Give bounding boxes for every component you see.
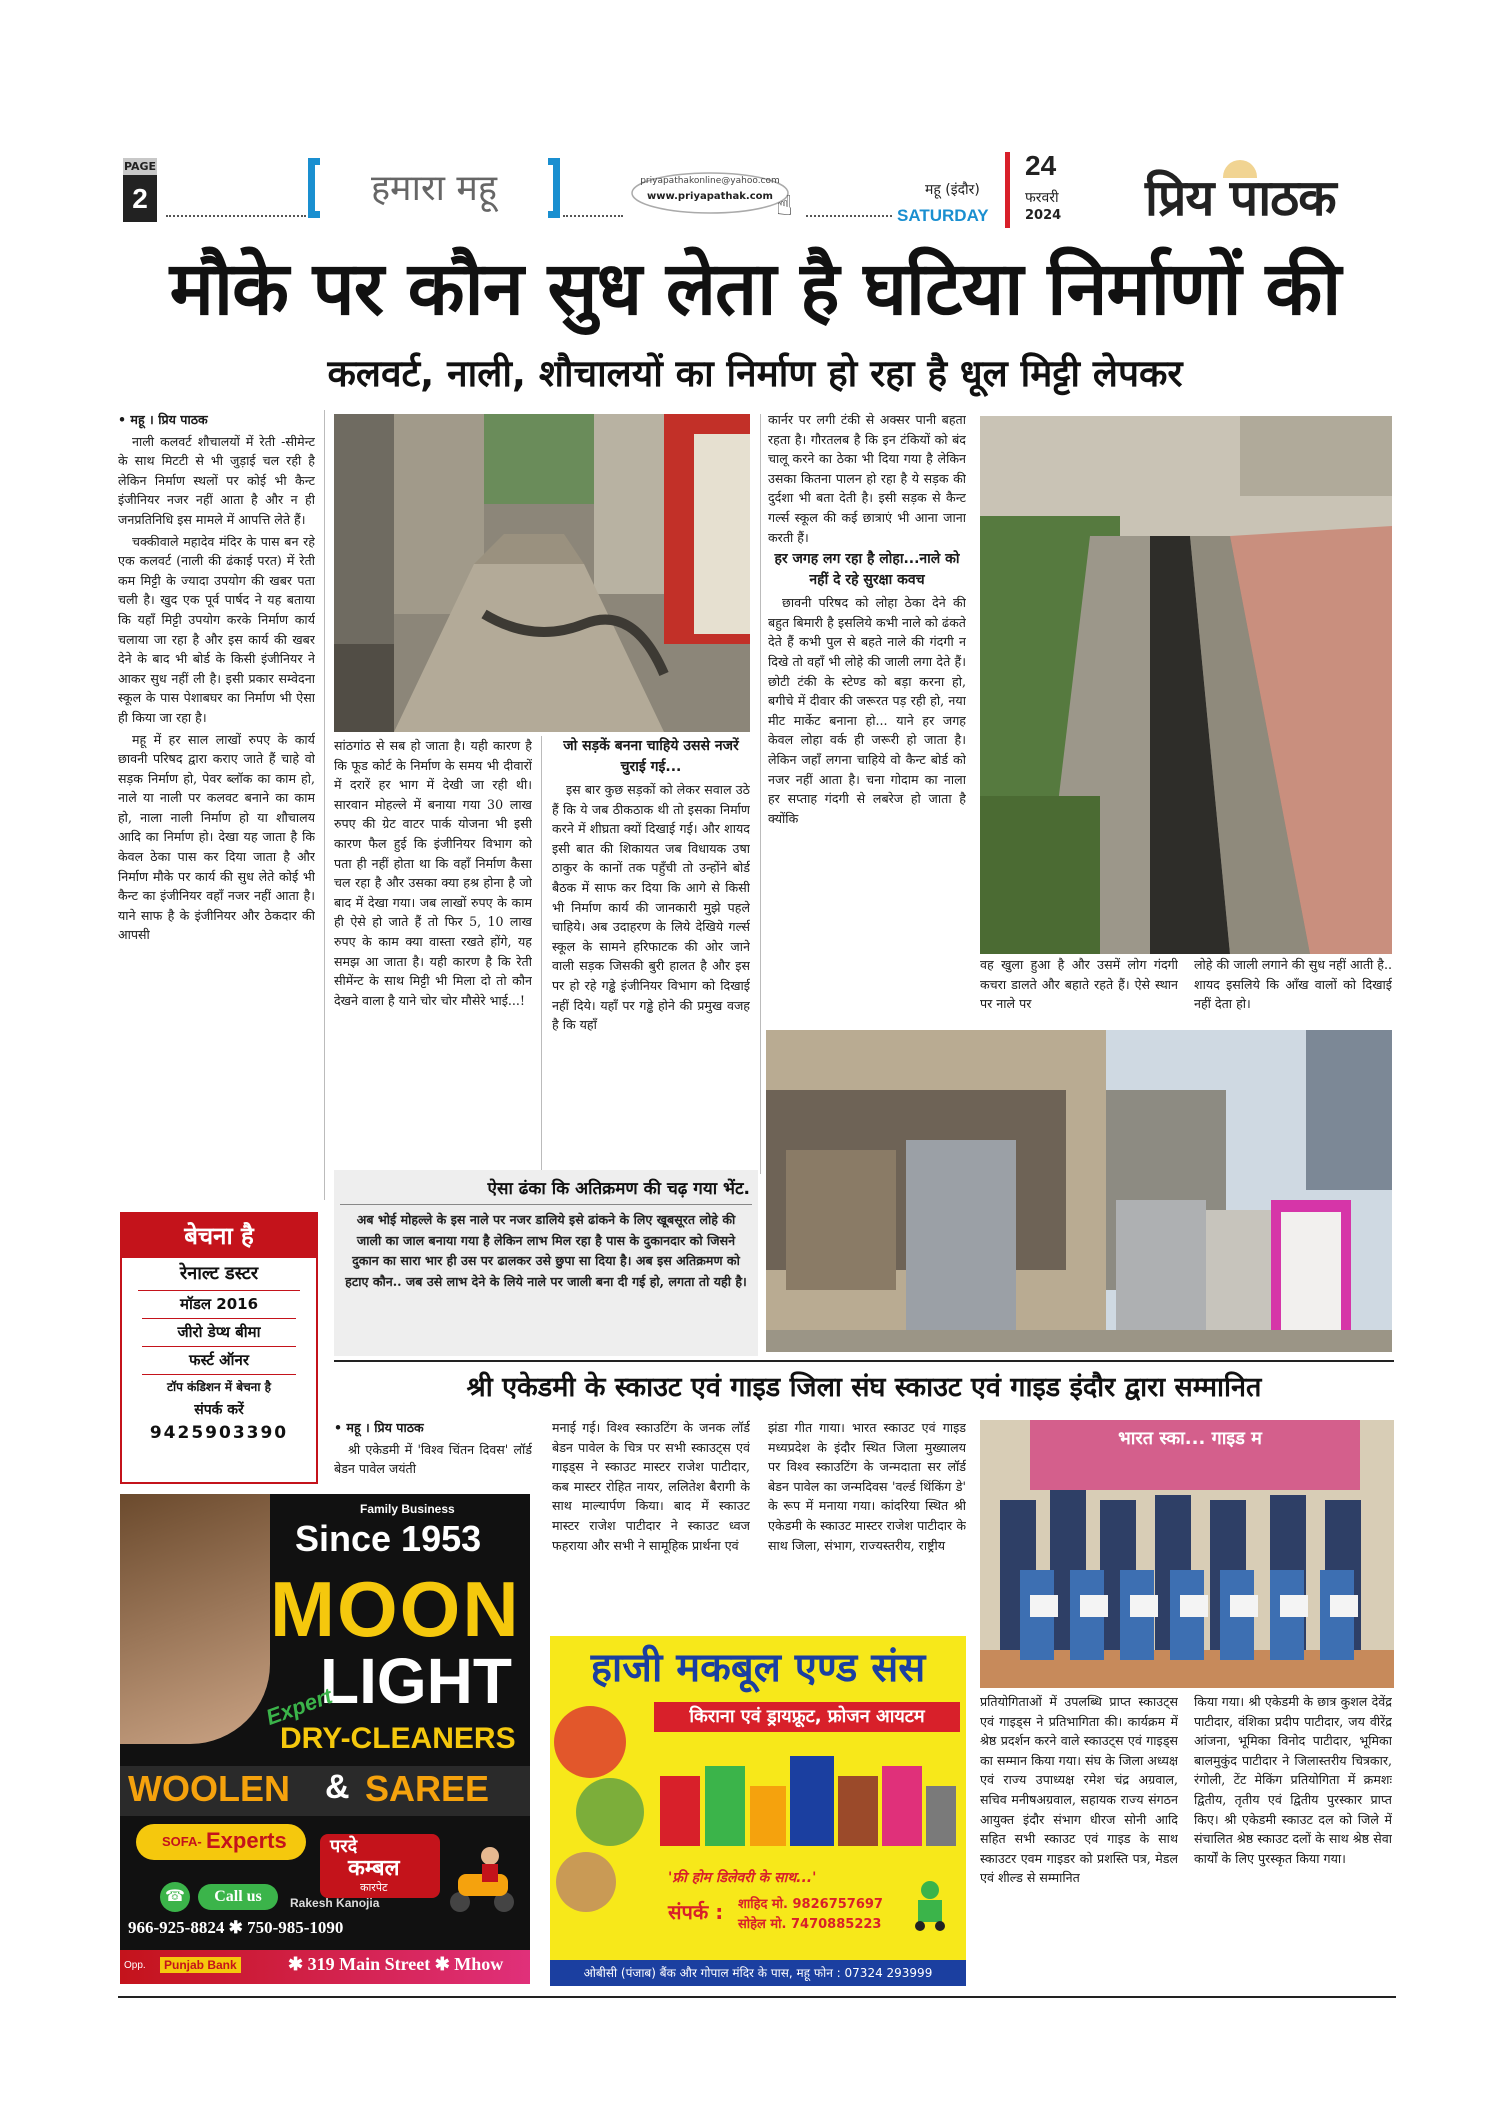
lead-col-2 [334,736,532,1186]
scout-headline: श्री एकेडमी के स्काउट एवं गाइड जिला संघ स्काउट एवं गाइड इंदौर द्वारा सम्मानित [466,1372,1262,1403]
month-text: फरवरी [1025,190,1059,206]
day-text: 24 [1025,150,1057,181]
haji-contact-label: संपर्क : [668,1900,724,1924]
lead-col1-p1: नाली कलवर्ट शौचालयों में रेती -सीमेन्ट के साथ मिटटी से भी जुड़ाई चल रही है लेकिन निर्माण स्थलों पर कोई भी कैन्ट इंजीनियर नजर नहीं आता है और न ही जनप्रतिनिधि इस मामले में आपत्ति लेते हैं। [118,433,315,527]
encroachment-box [334,1170,758,1356]
scout-col-4 [980,1692,1178,1982]
haji-grocery-image [660,1736,960,1856]
scout-col-2 [552,1418,750,1630]
photo-open-drain [980,416,1392,954]
lead-col1-p3: महू में हर साल लाखों रुपए के कार्य छावनी परिषद द्वारा कराए जाते हैं चाहे वो सड़क निर्माण हो, पेवर ब्लॉक का काम हो, नाले या नाली पर कलवट बनाने का काम हो, नाला नाली निर्माण हो या शौचालय आदि का निर्माण हो। देखा यह जाता है कि केवल ठेका पास कर दिया जाता है और निर्माण मौके पर कार्य की सुध लेते कोई भी कैन्ट का इंजीनियर वहाँ नजर नहीं आता है। याने साफ है के इंजीनियर और ठेकदार की आपसी [118,731,315,943]
ad-light: LIGHT [320,1645,512,1717]
classified-title: बेचना है [122,1214,316,1258]
encroachment-box-text: अब भोई मोहल्ले के इस नाले पर नजर डालिये इसे ढांकने के लिए खूबसूरत लोहे की जाली का जाल बनाया गया है लेकिन लाभ मिल रहा है पास के दुकानदार को जिसने दुकान का सारा भार ही उस पर ढालकर उसे छुपा सा दिया है। अब इस अतिक्रमण को हटाए कौन.. जब उसे लाभ देने के लिये नाले पर जाली बना दी गई हो, लगता तो यही है। [345,1212,747,1289]
ad-expert: Expert [262,1683,336,1730]
ad-moon: MOON [270,1565,521,1653]
date-block [895,150,1085,230]
lead-col-3 [552,736,750,1176]
page-badge [123,158,157,224]
lead-subheadline: कलवर्ट, नाली, शौचालयों का निर्माण हो रहा है धूल मिट्टी लेपकर [327,352,1183,395]
scout-col-5 [1194,1692,1392,1982]
ad-parde: परदे [330,1836,358,1856]
masthead [1145,160,1395,232]
lead-headline: मौके पर कौन सुध लेता है घटिया निर्माणों की [169,246,1341,332]
ad-woolen-saree-bar [120,1766,530,1816]
classified-phone: 9425903390 [149,1423,289,1443]
classified-line-1: रेनाल्ट डस्टर [138,1258,300,1291]
haji-produce-image [550,1702,654,1912]
website-text: www.priyapathak.com [647,191,773,202]
lead-byline: • महू । प्रिय पाठक [118,412,208,427]
scout-col4-text: प्रतियोगिताओं में उपलब्धि प्राप्त स्काउट्स एवं गाइड्स ने प्रतिभागिता की। कार्यक्रम में श्रेष्ठ प्रदर्शन करने वाले स्काउट्स एवं गाइड्स का सम्मान किया गया। संघ के जिला अध्यक्ष एवं राज्य उपाध्यक्ष रमेश चंद्र अग्रवाल, सचिव मनीषअग्रवाल, सहायक राज्य संगठन आयुक्त इंदौर संभाग धीरज सोनी आदि सहित सभी स्काउट एवं गाइड के साथ स्काउटर एवम गाइडर को प्रशस्ति पत्र, मेडल एवं शील्ड से सम्मानित [980,1694,1178,1886]
ad-haji-makbool [550,1636,966,1986]
page-label: PAGE [123,160,157,173]
lead-col2-p1: सांठगांठ से सब हो जाता है। यही कारण है कि फूड कोर्ट के निर्माण के समय भी दीवारों में दरारें हर भाग में देखी जा रही थी। सारवान मोहल्ले में बनाया गया 30 लाख रुपए की ग्रेट वाटर पार्क योजना भी इसी कारण फैल हुई कि इंजीनियर विभाग को पता ही नहीं होता था कि वहाँ निर्माण कैसा चल रहा है और उसका क्या हश्र होना है जो बाद में देखा गया। जब लाखों रुपए के काम ही ऐसे हो जाते हैं तो फिर 5, 10 लाख रुपए के काम क्या वास्ता रखते होंगे, यह समझ आ जाता है। यही कारण है कि रेती सीमेंन्ट के साथ मिट्टी भी मिला दो तो कौन देखने वाला है याने चोर चोर मौसेरे भाई...! [334,738,532,1008]
lead-col4-subhead: हर जगह लग रहा है लोहा...नाले को नहीं दे रहे सुरक्षा कवच [774,551,960,589]
ad-tag: Family Business [360,1502,455,1516]
encroachment-box-title: ऐसा ढंका कि अतिक्रमण की चढ़ गया भेंट. [487,1179,750,1199]
photo-road-drain [334,414,750,732]
city-text: महू (इंदौर) [925,182,980,198]
lead-col-6 [1194,955,1392,1025]
email-text: priyapathakonline@yahoo.com [640,176,780,186]
ad-bank: Punjab Bank [160,1957,241,1973]
ad-sofa-pill [136,1824,306,1860]
scout-photo-banner-text: भारत स्का... गाइड म [1118,1428,1262,1449]
lead-col3-p1: इस बार कुछ सड़कों को लेकर सवाल उठे हैं कि ये जब ठीकठाक थी तो इसका निर्माण करने में शीघ्रता क्यों दिखाई गई। और शायद इसी बात की शिकायत जब विधायक उषा ठाकुर के कानों तक पहुँची तो उन्होंने बोर्ड बैठक में साफ कर दिया कि आगे से किसी भी निर्माण कार्य की जानकारी मुझे पहले चाहिये। अब उदाहरण के लिये देखिये गर्ल्स स्कूल के सामने हरिफाटक की ओर जाने वाली सड़क जिसकी बुरी हालत है और इस पर हो रहे गड्ढे इंजीनियर विभाग को दिखाई नहीं दिये। यहाँ पर गड्ढे होने की प्रमुख वजह है कि यहाँ [552,782,750,1033]
classified-line-4: फर्स्ट ऑनर [142,1347,296,1375]
ad-address: ✱ 319 Main Street ✱ Mhow [288,1954,504,1974]
lead-col-5 [980,955,1178,1025]
weekday-text: SATURDAY [897,206,989,225]
section-label [308,155,560,225]
ad-experts: Experts [206,1828,287,1853]
lead-col3-subhead: जो सड़कें बनना चाहिये उससे नजरें चुराई गई... [563,738,739,775]
web-logo [630,167,800,227]
ad-phones: 966-925-8824 ✱ 750-985-1090 [128,1918,344,1937]
lead-col-4 [768,410,966,1030]
classified-ad [120,1212,318,1484]
ad-bottom-bar [120,1950,530,1984]
classified-line-2: मॉडल 2016 [142,1291,296,1319]
haji-address: ओबीसी (पंजाब) बैंक और गोपाल मंदिर के पास, महू फोन : 07324 293999 [550,1960,966,1986]
ad-moonlight [120,1494,530,1984]
lead-col-1 [118,410,315,1205]
scout-byline: • महू । प्रिय पाठक [334,1420,424,1435]
year-text: 2024 [1025,208,1062,223]
classified-contact-label: संपर्क करें [194,1402,244,1418]
masthead-title: प्रिय पाठक [1145,169,1336,227]
ad-since: Since 1953 [295,1518,482,1559]
classified-line-5: टॉप कंडिशन में बेचना है [166,1380,272,1394]
ad-woolen: WOOLEN [128,1768,290,1809]
scout-col5-text: किया गया। श्री एकेडमी के छात्र कुशल देवेंद्र पाटीदार, वंशिका प्रदीप पाटीदार, जय वीरेंद्र आंजना, भूमिका विनोद पाटीदार, भूमिका बालमुकुंद पाटीदार ने जिलास्तरीय चित्रकार, रंगोली, टेंट मेकिंग प्रतियोगिता में क्रमशः द्वितीय, तृतीय एवं द्वितीय पुरस्कार प्राप्त किए। श्री एकेडमी स्काउट दल को जिले में संचालित श्रेष्ठ स्काउट दलों के साथ श्रेष्ठ सेवा कार्यों के लिए पुरस्कृत किया गया। [1194,1694,1392,1866]
photo-encroachment [766,1030,1392,1352]
ad-sofa: SOFA- [162,1834,202,1849]
scout-col-1 [334,1418,532,1493]
ad-kambal: कम्बल [348,1855,400,1880]
scout-col2-text: मनाई गई। विश्व स्काउटिंग के जनक लॉर्ड बेडन पावेल के चित्र पर सभी स्काउट्स एवं गाइड्स ने स्काउट मास्टर राजेश पाटीदार, कब मास्टर रोहित नायर, ललितेश बैरागी के साथ माल्यार्पण किया। बाद में स्काउट मास्टर राजेश पाटीदार ने स्काउट ध्वज फहराया और सभी ने सामूहिक प्रार्थना एवं [552,1420,750,1553]
section-title: हमारा महू [370,168,498,209]
ad-hindi-box [320,1834,440,1898]
lead-col4-p1: कार्नर पर लगी टंकी से अक्सर पानी बहता रहता है। गौरतलब है कि इन टंकियों को बंद चालू करने का ठेका भी दिया गया है लेकिन उसका कितना पालन हो रहा है ये सड़क की दुर्दशा भी बता देती है। इसी सड़क से कैन्ट गर्ल्स स्कूल की कई छात्राएं भी आना जाना करती हैं। [768,412,966,545]
scout-col-3 [768,1418,966,1630]
ad-dry-cleaners: DRY-CLEANERS [280,1722,516,1755]
phone-icon: ☎ [160,1882,190,1912]
photo-scout-felicitation [980,1420,1394,1688]
haji-contact-1: शाहिद मो. 9826757697 [738,1897,883,1912]
ad-model-figure [120,1494,270,1744]
hand-pointer-icon: ☝ [776,189,794,222]
classified-line-3: जीरो डेप्थ बीमा [142,1319,296,1347]
ad-amp: & [325,1768,350,1806]
haji-subtitle: किराना एवं ड्रायफ्रूट, फ्रोजन आयटम [654,1702,960,1732]
ad-opp: Opp. [124,1960,146,1971]
lead-col6-p1: लोहे की जाली लगाने की सुध नहीं आती है.. शायद इसलिये कि आँख वालों को दिखाई नहीं देता हो। [1194,957,1392,1012]
ad-carpet: कारपेट [360,1882,388,1894]
ad-callus: Call us [198,1884,278,1910]
ad-saree: SAREE [365,1768,490,1809]
scout-col1-text: श्री एकेडमी में 'विश्व चिंतन दिवस' लॉर्ड बेडन पावेल जयंती [334,1441,532,1477]
scout-col3-text: झंडा गीत गाया। भारत स्काउट एवं गाइड मध्यप्रदेश के इंदौर स्थित जिला मुख्यालय पर विश्व स्काउटिंग के जन्मदाता सर लॉर्ड बेडन पावेल का जन्मदिवस 'वर्ल्ड थिंकिंग डे' के रूप में मनाया गया। कांदरिया स्थित श्री एकेडमी के स्काउट मास्टर राजेश पाटीदार के साथ जिला, संभाग, राज्यस्तरीय, राष्ट्रीय [768,1420,966,1553]
lead-col5-p1: वह खुला हुआ है और उसमें लोग गंदगी कचरा डालते और बहाते रहते हैं। ऐसे स्थान पर नाले पर [980,957,1178,1012]
haji-title: हाजी मकबूल एण्ड संस [590,1645,926,1691]
haji-delivery: 'फ्री होम डिलेवरी के साथ...' [668,1870,817,1886]
ad-owner: Rakesh Kanojia [290,1896,380,1910]
haji-contact-2: सोहेल मो. 7470885223 [738,1917,882,1932]
lead-col4-p2: छावनी परिषद को लोहा ठेका देने की बहुत बिमारी है इसलिये कभी नाले को ढंकते देते हैं कभी पुल से बहते नाले की गंदगी न दिखे तो वहाँ भी लोहे की जाली लगा देते हैं। छोटी टंकी के स्टेण्ड को बड़ा करना हो, बगीचे में दीवार की जरूरत पड़ रही हो, नया मीट मार्केट बनाना हो... याने हर जगह केवल लोहा वर्क ही जरूरी हो जाता है। लेकिन जहाँ लगना चाहिये वो कैन्ट बोर्ड को नजर नहीं आता है। चना गोदाम का नाला हर सप्ताह गंदगी से लबरेज हो जाता है क्योंकि [768,595,966,826]
page-number: 2 [123,175,157,222]
delivery-scooter-icon [910,1876,950,1932]
scooter-delivery-icon [440,1844,520,1914]
lead-col1-p2: चक्कीवाले महादेव मंदिर के पास बन रहे एक कलवर्ट (नाली की ढंकाई परत) में रेती कम मिट्टी के ज्यादा उपयोग की खबर पता चली है। खुद एक पूर्व पार्षद ने यह बताया कि यहाँ मिट्टी उपयोग करके निर्माण कार्य चलाया जा रहा है और इस कार्य की खबर देने के बाद भी बोर्ड के किसी इंजीनियर ने आकर सुध नहीं ली है। इसी प्रकार सम्वेदना स्कूल के पास पेशाबघर का निर्माण भी ऐसा ही किया जा रहा है। [118,533,315,725]
